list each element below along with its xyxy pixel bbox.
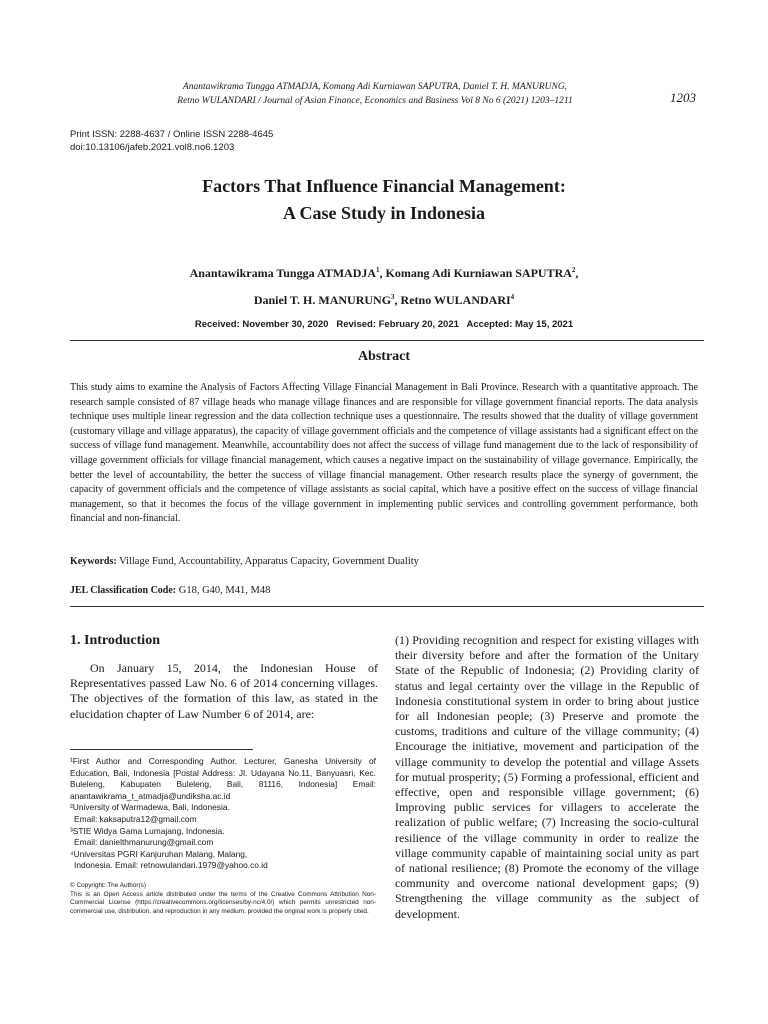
right-column-text: (1) Providing recognition and respect for existing villages with their diversity before and after the formation of the Unitary State of the Republic of Indonesia; (2) Providing clarity of status and legal certainty over the village in the Republic of Indonesia constitutional system in order to bring about justice for all Indonesian people; (3) Preserve and promote the customs, traditions and culture of the village community; (4) Encourage the initiative, movement and participation of the village community to develop the potential and village Assets for mutual prosperity; (5) Forming a professional, efficient and effective, open and responsible village government; (6) Improving public services for villagers to accelerate the realization of public welfare; (7) Increasing the socio-cultural resilience of the village community in order to realize the village community capable of maintaining social unity as part of national resilience; (8) Promote the economy of the village community and overcome national development gaps; (9) Strengthening the village community as the subject of development.: [395, 633, 699, 921]
footnote-3: ³STIE Widya Gama Lumajang, Indonesia.: [70, 825, 225, 836]
paper-title: [70, 173, 698, 227]
footnote-3-email: Email: danielthmanurung@gmail.com: [74, 837, 214, 848]
footnote-2: ²University of Warmadewa, Bali, Indonesia.: [70, 802, 230, 813]
running-header-authors: Anantawikrama Tungga ATMADJA, Komang Adi Kurniawan SAPUTRA, Daniel T. H. MANURUNG,: [182, 82, 568, 92]
doi-line: doi:10.13106/jafeb.2021.vol8.no6.1203: [70, 142, 235, 153]
abstract-heading: Abstract: [357, 349, 411, 364]
jel-codes: [70, 584, 698, 598]
left-column: [70, 633, 378, 722]
jel-label: JEL Classification Code:: [70, 585, 177, 596]
footnote-2-email: Email: kaksaputra12@gmail.com: [74, 813, 197, 824]
author-line-2: [70, 285, 698, 312]
author-affiliation-mark: 2: [571, 266, 576, 274]
paper-title-line-2: A Case Study in Indonesia: [282, 203, 486, 223]
keywords: [70, 555, 698, 569]
intro-paragraph: On January 15, 2014, the Indonesian House of Representatives passed Law No. 6 of 2014 concerning villages. The objectives of the formation of this law, as stated in the elucidation chapter of Law Number 6 of 2014, are:: [70, 661, 378, 721]
author-separator: ,: [379, 266, 386, 280]
running-header: [110, 80, 640, 108]
abstract-text: This study aims to examine the Analysis of Factors Affecting Village Financial Management in Bali Province. Research with a quantitative approach. The research sample consisted of 87 village heads who manage village finances and are responsible for village government financial reports. The data analysis technique uses multiple linear regression and the data collection technique uses a questionnaire. The results showed that the duality of village government (customary village and village apparatus), the capacity of village government officials and the competence of village assistants had a significant effect on the success of village fund management. Meanwhile, accountability does not affect the success of village fund management due to the lack of responsibility of village government officials for village financial management, which causes a negative impact on the sustainability of village governance. Empirically, the better the level of accountability, the better the success of village financial management. Other research results place the synergy of government, the capacity of government officials and the competence of village assistants as social capital, which have a positive effect on the success of village financial management, so that it becomes the focus of the village government in implementing public services and controlling government performance, both financial and non-financial.: [70, 382, 699, 525]
footnote-4: ⁴Universitas PGRI Kanjuruhan Malang, Malang,: [70, 848, 248, 859]
keywords-value: Village Fund, Accountability, Apparatus Capacity, Government Duality: [116, 556, 419, 567]
copyright-line: © Copyright: The Author(s): [70, 882, 146, 889]
section-heading-introduction: 1. Introduction: [70, 633, 160, 648]
jel-value: G18, G40, M41, M48: [176, 585, 271, 596]
running-header-journal: Retno WULANDARI / Journal of Asian Finance, Economics and Business Vol 8 No 6 (2021) 1203–1211: [177, 96, 573, 106]
license-text: This is an Open Access article distributed under the terms of the Creative Commons Attribution Non-Commercial License (https://creativecommons.org/licenses/by-nc/4.0/) which permits unrestricted non-commercial use, distribution, and reproduction in any medium, provided the original work is properly cited.: [70, 890, 376, 916]
divider-top: [70, 340, 704, 341]
footnotes: [70, 756, 376, 872]
submission-dates: Received: November 30, 2020 Revised: February 20, 2021 Accepted: May 15, 2021: [194, 319, 574, 330]
author-name: Daniel T. H. MANURUNG: [253, 293, 392, 307]
author-name: Anantawikrama Tungga ATMADJA: [189, 266, 377, 280]
author-separator: ,: [575, 266, 579, 280]
footnote-4-email: Indonesia. Email: retnowulandari.1979@yahoo.co.id: [74, 860, 268, 871]
paper-title-line-1: Factors That Influence Financial Management:: [202, 176, 566, 196]
footnote-divider: [70, 749, 253, 750]
keywords-label: Keywords:: [70, 556, 117, 567]
author-affiliation-mark: 4: [510, 293, 515, 301]
issn-line: Print ISSN: 2288-4637 / Online ISSN 2288-4645: [70, 129, 274, 140]
issn-block: [70, 128, 273, 154]
page-number: 1203: [670, 90, 696, 105]
author-line-1: [70, 258, 698, 285]
footnote-1: ¹First Author and Corresponding Author. Lecturer, Ganesha University of Education, Bali, Indonesia [Postal Address: Jl. Udayana No.11, Banyuasri, Kec. Buleleng, Kabupaten Buleleng, Bali, 81116, Indonesia] Email: anantawikrama_t_atmadja@undiksha.ac.id: [70, 756, 376, 801]
author-affiliation-mark: 3: [391, 293, 395, 301]
author-list: [70, 258, 698, 312]
license-block: [70, 882, 376, 917]
author-name: Komang Adi Kurniawan SAPUTRA: [385, 266, 572, 280]
divider-bottom: [70, 606, 704, 607]
author-affiliation-mark: 1: [376, 266, 380, 274]
author-separator: ,: [394, 293, 401, 307]
author-name: Retno WULANDARI: [400, 293, 511, 307]
